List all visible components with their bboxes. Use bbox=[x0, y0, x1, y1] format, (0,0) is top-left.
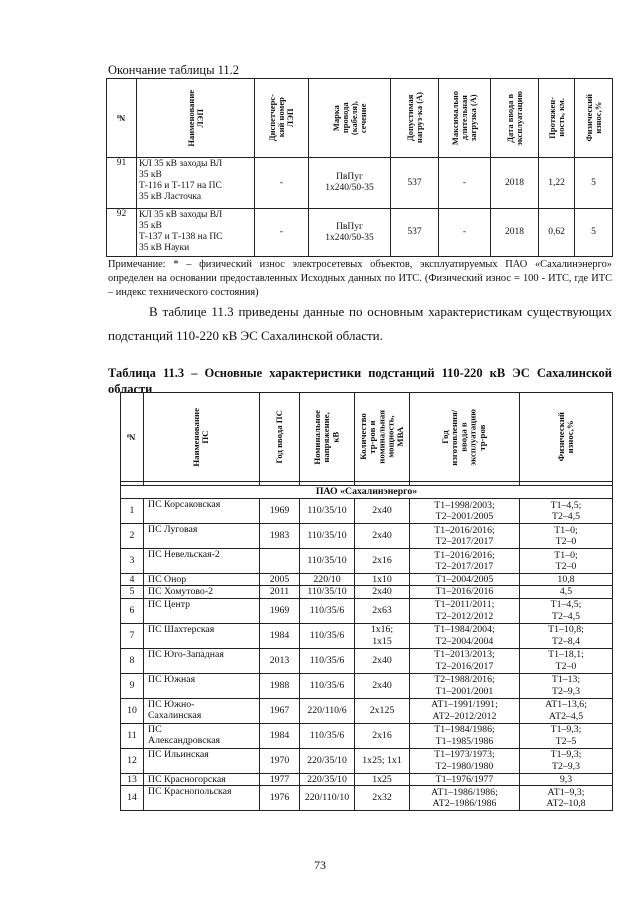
cell-num: 7 bbox=[121, 623, 144, 648]
table-row bbox=[121, 698, 613, 723]
cell-made: АТ1–1991/1991; АТ2–2012/2012 bbox=[410, 698, 520, 723]
cell-maxload: - bbox=[439, 209, 491, 257]
cell-made: Т1–1998/2003; Т2–2001/2005 bbox=[410, 499, 520, 524]
cell-num: 4 bbox=[121, 574, 144, 586]
cell-wear: 10,8 bbox=[520, 574, 613, 586]
cell-length: 1,22 bbox=[539, 158, 575, 209]
cell-allow: 537 bbox=[391, 158, 439, 209]
cell-trans: 1х16; 1х15 bbox=[355, 623, 410, 648]
cell-made: Т1–2016/2016; Т2–2017/2017 bbox=[410, 524, 520, 549]
cell-voltage: 220/10 bbox=[300, 574, 355, 586]
cell-trans: 2х125 bbox=[355, 698, 410, 723]
header-cell: Наименование ПС bbox=[144, 393, 260, 482]
cell-name: ПС Ильинская bbox=[144, 748, 260, 773]
cell-num: 10 bbox=[121, 698, 144, 723]
header-cell: № bbox=[107, 79, 137, 158]
org-name: ПАО «Сахалинэнерго» bbox=[121, 486, 613, 499]
header-cell: Марка провода (кабеля), сечение bbox=[309, 79, 391, 158]
cell-wear: Т1–9,3; Т2–5 bbox=[520, 723, 613, 748]
table-row bbox=[121, 623, 613, 648]
table-row bbox=[107, 158, 613, 209]
cell-trans: 2х40 bbox=[355, 648, 410, 673]
cell-wear: 4,5 bbox=[520, 586, 613, 598]
cell-year: 1970 bbox=[260, 748, 300, 773]
cell-wear: Т1–4,5; Т2–4,5 bbox=[520, 499, 613, 524]
table-11-3-caption: Таблица 11.3 – Основные характеристики подстанций 110-220 кВ ЭС Сахалинской области bbox=[108, 366, 612, 396]
cell-num: 14 bbox=[121, 785, 144, 810]
cell-disp: - bbox=[255, 209, 309, 257]
cell-year: 1977 bbox=[260, 773, 300, 785]
cell-cable: ПвПуг 1х240/50-35 bbox=[309, 209, 391, 257]
cell-trans: 2х40 bbox=[355, 673, 410, 698]
cell-wear: Т1–13; Т2–9,3 bbox=[520, 673, 613, 698]
cell-wear: Т1–0; Т2–0 bbox=[520, 524, 613, 549]
cell-trans: 2х32 bbox=[355, 785, 410, 810]
table-row bbox=[121, 673, 613, 698]
table-row bbox=[121, 524, 613, 549]
cell-year: 1988 bbox=[260, 673, 300, 698]
cell-voltage: 110/35/6 bbox=[300, 673, 355, 698]
cell-year: 2005 bbox=[260, 574, 300, 586]
cell-num: 12 bbox=[121, 748, 144, 773]
cell-trans: 2х40 bbox=[355, 586, 410, 598]
header-cell: Наименование ЛЭП bbox=[137, 79, 255, 158]
cell-voltage: 110/35/10 bbox=[300, 524, 355, 549]
table-row bbox=[121, 586, 613, 598]
cell-name: ПС Хомутово-2 bbox=[144, 586, 260, 598]
cell-year: 2013 bbox=[260, 648, 300, 673]
cell-wear: Т1–9,3; Т2–9,3 bbox=[520, 748, 613, 773]
cell-name: КЛ 35 кВ заходы ВЛ 35 кВ Т-137 и Т-138 на ПС 35 кВ Науки bbox=[137, 209, 255, 257]
cell-made: Т1–1984/2004; Т2–2004/2004 bbox=[410, 623, 520, 648]
cell-name: ПС Южная bbox=[144, 673, 260, 698]
cell-date: 2018 bbox=[491, 158, 539, 209]
table-row bbox=[121, 499, 613, 524]
cell-name: ПС Невельская-2 bbox=[144, 549, 260, 574]
cell-trans: 1х25; 1х1 bbox=[355, 748, 410, 773]
cell-num: 92 bbox=[107, 209, 137, 257]
cell-disp: - bbox=[255, 158, 309, 209]
cell-num: 91 bbox=[107, 158, 137, 209]
cell-year: 1984 bbox=[260, 623, 300, 648]
cell-made: Т1–1973/1973; Т2–1980/1980 bbox=[410, 748, 520, 773]
table-row bbox=[121, 773, 613, 785]
cell-voltage: 220/110/10 bbox=[300, 785, 355, 810]
cell-year bbox=[260, 549, 300, 574]
cell-voltage: 110/35/6 bbox=[300, 648, 355, 673]
cell-made: Т1–2011/2011; Т2–2012/2012 bbox=[410, 598, 520, 623]
cell-made: Т1–2004/2005 bbox=[410, 574, 520, 586]
table-row bbox=[121, 648, 613, 673]
cell-voltage: 110/35/6 bbox=[300, 723, 355, 748]
cell-voltage: 220/35/10 bbox=[300, 748, 355, 773]
cell-wear: Т1–18,1; Т2–0 bbox=[520, 648, 613, 673]
table-row bbox=[121, 574, 613, 586]
header-cell: Количество тр-ров и номинальная мощность, МВА bbox=[355, 393, 410, 482]
header-cell: Физический износ,% bbox=[575, 79, 613, 158]
cell-wear: Т1–10,8; Т2–8,4 bbox=[520, 623, 613, 648]
cell-name: ПС Луговая bbox=[144, 524, 260, 549]
table-row bbox=[107, 209, 613, 257]
table-continuation-caption: Окончание таблицы 11.2 bbox=[108, 63, 240, 77]
cell-made: Т1–1984/1986; Т1–1985/1986 bbox=[410, 723, 520, 748]
cell-num: 13 bbox=[121, 773, 144, 785]
cell-voltage: 110/35/6 bbox=[300, 598, 355, 623]
cell-wear: АТ1–9,3; АТ2–10,8 bbox=[520, 785, 613, 810]
cell-num: 8 bbox=[121, 648, 144, 673]
table-11-2-header bbox=[107, 79, 613, 158]
header-cell: № bbox=[121, 393, 144, 482]
table-group-row bbox=[121, 486, 613, 499]
table-row bbox=[121, 785, 613, 810]
cell-name: ПС Центр bbox=[144, 598, 260, 623]
table-note: Примечание: * – физический износ электросетевых объектов, эксплуатируемых ПАО «Сахалинэнерго» определен на основании предоставленных Исходных данных по ИТС. (Физический износ = 100 - ИТС, где ИТС – индекс технического состояния) bbox=[108, 259, 612, 298]
cell-trans: 1х10 bbox=[355, 574, 410, 586]
cell-year: 1969 bbox=[260, 499, 300, 524]
cell-year: 1969 bbox=[260, 598, 300, 623]
cell-num: 3 bbox=[121, 549, 144, 574]
page-number: 73 bbox=[314, 858, 326, 872]
header-cell: Год изготовления/ ввода в эксплуатацию тр-ров bbox=[410, 393, 520, 482]
cell-length: 0,62 bbox=[539, 209, 575, 257]
table-11-2 bbox=[106, 78, 613, 257]
cell-year: 2011 bbox=[260, 586, 300, 598]
cell-made: Т1–1976/1977 bbox=[410, 773, 520, 785]
cell-num: 6 bbox=[121, 598, 144, 623]
header-cell: Год ввода ПС bbox=[260, 393, 300, 482]
cell-year: 1967 bbox=[260, 698, 300, 723]
cell-wear: Т1–0; Т2–0 bbox=[520, 549, 613, 574]
cell-trans: 2х63 bbox=[355, 598, 410, 623]
header-cell: Дата ввода в эксплуатацию bbox=[491, 79, 539, 158]
cell-made: Т2–1988/2016; Т1–2001/2001 bbox=[410, 673, 520, 698]
cell-made: Т1–2013/2013; Т2–2016/2017 bbox=[410, 648, 520, 673]
cell-name: ПС Корсаковская bbox=[144, 499, 260, 524]
cell-name: ПС Юго-Западная bbox=[144, 648, 260, 673]
header-cell: Максимально длительная загрузка (А) bbox=[439, 79, 491, 158]
cell-cable: ПвПуг 1х240/50-35 bbox=[309, 158, 391, 209]
cell-name: ПС Краснопольская bbox=[144, 785, 260, 810]
cell-name: ПС Александровская bbox=[144, 723, 260, 748]
cell-trans: 1х25 bbox=[355, 773, 410, 785]
cell-num: 5 bbox=[121, 586, 144, 598]
cell-wear: АТ1–13,6; АТ2–4,5 bbox=[520, 698, 613, 723]
table-row bbox=[121, 598, 613, 623]
cell-name: КЛ 35 кВ заходы ВЛ 35 кВ Т-116 и Т-117 на ПС 35 кВ Ласточка bbox=[137, 158, 255, 209]
cell-name: ПС Южно- Сахалинская bbox=[144, 698, 260, 723]
cell-num: 1 bbox=[121, 499, 144, 524]
cell-wear: 9,3 bbox=[520, 773, 613, 785]
cell-name: ПС Красногорская bbox=[144, 773, 260, 785]
cell-wear: 5 bbox=[575, 209, 613, 257]
cell-year: 1983 bbox=[260, 524, 300, 549]
cell-voltage: 220/35/10 bbox=[300, 773, 355, 785]
cell-trans: 2х16 bbox=[355, 723, 410, 748]
table-11-3-header bbox=[121, 393, 613, 482]
cell-made: Т1–2016/2016 bbox=[410, 586, 520, 598]
header-cell: Номинальное напряжение, кВ bbox=[300, 393, 355, 482]
cell-num: 11 bbox=[121, 723, 144, 748]
header-cell: Протяжен- ность, км. bbox=[539, 79, 575, 158]
cell-trans: 2х40 bbox=[355, 524, 410, 549]
header-cell: Диспетчерс- кий номер ЛЭП bbox=[255, 79, 309, 158]
cell-made: АТ1–1986/1986; АТ2–1986/1986 bbox=[410, 785, 520, 810]
cell-made: Т1–2016/2016; Т2–2017/2017 bbox=[410, 549, 520, 574]
cell-voltage: 110/35/10 bbox=[300, 499, 355, 524]
cell-voltage: 110/35/6 bbox=[300, 623, 355, 648]
cell-voltage: 110/35/10 bbox=[300, 586, 355, 598]
cell-year: 1976 bbox=[260, 785, 300, 810]
body-paragraph: В таблице 11.3 приведены данные по основным характеристикам существующих подстанций 110-220 кВ ЭС Сахалинской области. bbox=[108, 304, 612, 343]
cell-name: ПС Онор bbox=[144, 574, 260, 586]
cell-wear: 5 bbox=[575, 158, 613, 209]
cell-trans: 2х16 bbox=[355, 549, 410, 574]
cell-allow: 537 bbox=[391, 209, 439, 257]
cell-trans: 2х40 bbox=[355, 499, 410, 524]
cell-num: 9 bbox=[121, 673, 144, 698]
cell-voltage: 220/110/6 bbox=[300, 698, 355, 723]
table-row bbox=[121, 549, 613, 574]
table-row bbox=[121, 748, 613, 773]
cell-year: 1984 bbox=[260, 723, 300, 748]
cell-voltage: 110/35/10 bbox=[300, 549, 355, 574]
cell-date: 2018 bbox=[491, 209, 539, 257]
table-11-3 bbox=[120, 392, 613, 811]
header-cell: Физический износ,% bbox=[520, 393, 613, 482]
cell-wear: Т1–4,5; Т2–4,5 bbox=[520, 598, 613, 623]
header-cell: Допустимая нагруз-ка (А) bbox=[391, 79, 439, 158]
table-row bbox=[121, 723, 613, 748]
cell-name: ПС Шахтерская bbox=[144, 623, 260, 648]
cell-num: 2 bbox=[121, 524, 144, 549]
cell-maxload: - bbox=[439, 158, 491, 209]
